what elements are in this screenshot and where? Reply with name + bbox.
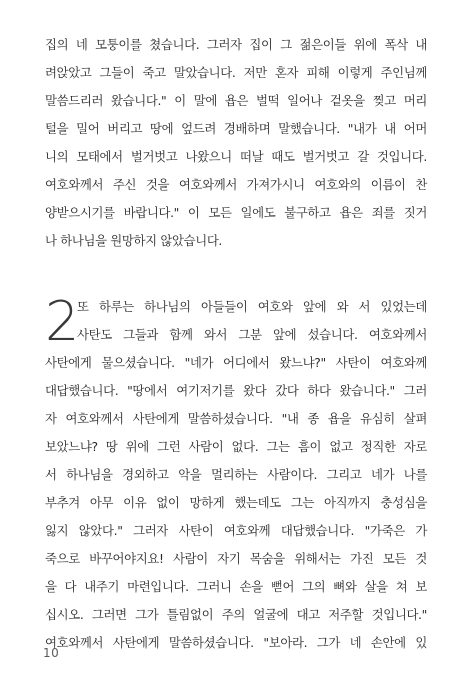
text-line: 사탄도 그들과 함께 와서 그분 앞에 섰습니다. 여호와께서 <box>77 327 427 342</box>
text-line: 부추겨 아무 이유 없이 망하게 했는데도 그는 아직까지 충성심을 <box>45 495 427 510</box>
text-line: 서 하나님을 경외하고 악을 멀리하는 사람이다. 그리고 네가 나를 <box>45 467 427 482</box>
paragraph-continued <box>45 31 427 255</box>
text-line: 려앉았고 그들이 죽고 말았습니다. 저만 혼자 피해 이렇게 주인님께 <box>45 65 427 80</box>
text-line: 털을 밀어 버리고 땅에 엎드려 경배하며 말했습니다. "내가 내 어머 <box>45 121 427 136</box>
text-line: 을 다 내주기 마련입니다. 그러니 손을 뻗어 그의 뼈와 살을 쳐 보 <box>45 579 427 594</box>
text-line: 말씀드리러 왔습니다." 이 말에 욥은 벌떡 일어나 겉옷을 찢고 머리 <box>45 93 427 108</box>
text-line: 집의 네 모퉁이를 쳤습니다. 그러자 집이 그 젊은이들 위에 폭삭 내 <box>45 37 427 52</box>
text-line: 나 하나님을 원망하지 않았습니다. <box>45 233 223 248</box>
chapter-number: 2 <box>45 290 80 353</box>
text-line: 니의 모태에서 벌거벗고 나왔으니 떠날 때도 벌거벗고 갈 것입니다. <box>45 149 427 164</box>
text-line: 자 여호와께서 사탄에게 말씀하셨습니다. "내 종 욥을 유심히 살펴 <box>45 411 427 426</box>
text-line: 또 하루는 하나님의 아들들이 여호와 앞에 와 서 있었는데 <box>77 299 427 314</box>
text-line: 보았느냐? 땅 위에 그런 사람이 없다. 그는 흠이 없고 정직한 자로 <box>45 439 427 454</box>
text-line: 사탄에게 물으셨습니다. "네가 어디에서 왔느냐?" 사탄이 여호와께 <box>45 355 427 370</box>
page-number: 10 <box>43 646 60 660</box>
text-line: 대답했습니다. "땅에서 여기저기를 왔다 갔다 하다 왔습니다." 그러 <box>45 383 427 398</box>
text-line: 십시오. 그러면 그가 틀림없이 주의 얼굴에 대고 저주할 것입니다." <box>45 607 427 622</box>
text-line: 잃지 않았다." 그러자 사탄이 여호와께 대답했습니다. "가죽은 가 <box>45 523 427 538</box>
text-line: 여호와께서 사탄에게 말씀하셨습니다. "보아라. 그가 네 손안에 있 <box>45 635 427 650</box>
text-line: 여호와께서 주신 것을 여호와께서 가져가시니 여호와의 이름이 찬 <box>45 177 427 192</box>
text-line: 양받으시기를 바랍니다." 이 모든 일에도 불구하고 욥은 죄를 짓거 <box>45 205 427 220</box>
chapter-2-paragraph <box>45 290 427 657</box>
text-line: 죽으로 바꾸어야지요! 사람이 자기 목숨을 위해서는 가진 모든 것 <box>45 551 427 566</box>
